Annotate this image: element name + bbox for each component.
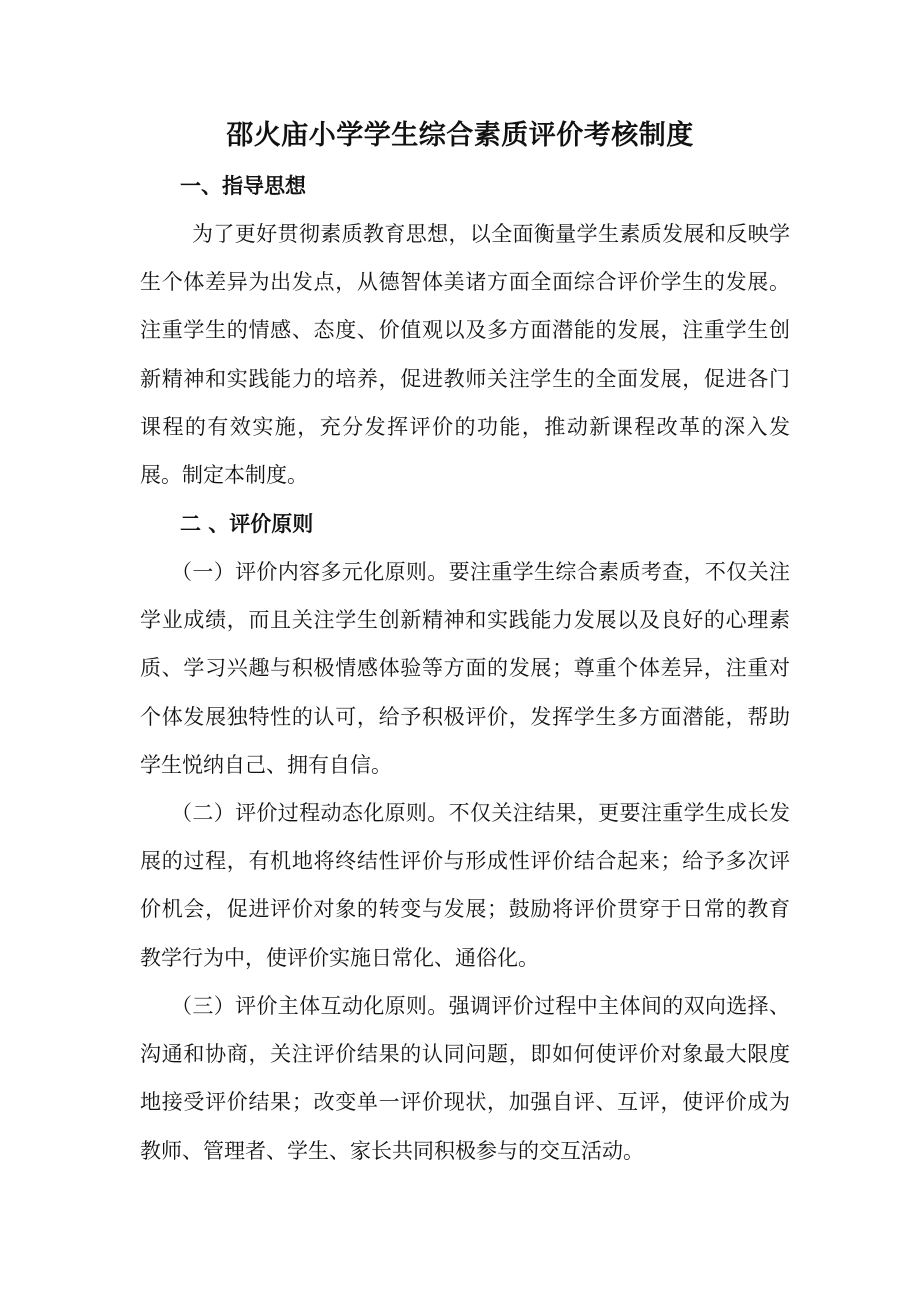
section-heading-evaluation-principles: 二 、评价原则 [180,511,314,536]
paragraph-guiding-ideology: 为了更好贯彻素质教育思想，以全面衡量学生素质发展和反映学生个体差异为出发点，从德智体美诸方面全面综合评价学生的发展。注重学生的情感、态度、价值观以及多方面潜能的发展，注重学生创新精神和实践能力的培养，促进教师关注学生的全面发展，促进各门课程的有效实施，充分发挥评价的功能，推动新课程改革的深入发展。制定本制度。 [140,222,790,488]
paragraph-principle-process-dynamics: （二）评价过程动态化原则。不仅关注结果，更要注重学生成长发展的过程，有机地将终结性评价与形成性评价结合起来；给予多次评价机会，促进评价对象的转变与发展；鼓励将评价贯穿于日常的教育教学行为中，使评价实施日常化、通俗化。 [140,801,790,970]
section-heading-guiding-ideology: 一、指导思想 [180,173,306,198]
paragraph-principle-content-diversification: （一）评价内容多元化原则。要注重学生综合素质考查，不仅关注学业成绩，而且关注学生创新精神和实践能力发展以及良好的心理素质、学习兴趣与积极情感体验等方面的发展；尊重个体差异，注重对个体发展独特性的认可，给予积极评价，发挥学生多方面潜能，帮助学生悦纳自己、拥有自信。 [140,560,790,777]
document-title: 邵火庙小学学生综合素质评价考核制度 [226,120,694,151]
paragraph-principle-subject-interaction: （三）评价主体互动化原则。强调评价过程中主体间的双向选择、沟通和协商，关注评价结果的认同问题，即如何使评价对象最大限度地接受评价结果；改变单一评价现状，加强自评、互评，使评价成为教师、管理者、学生、家长共同积极参与的交互活动。 [140,994,790,1163]
